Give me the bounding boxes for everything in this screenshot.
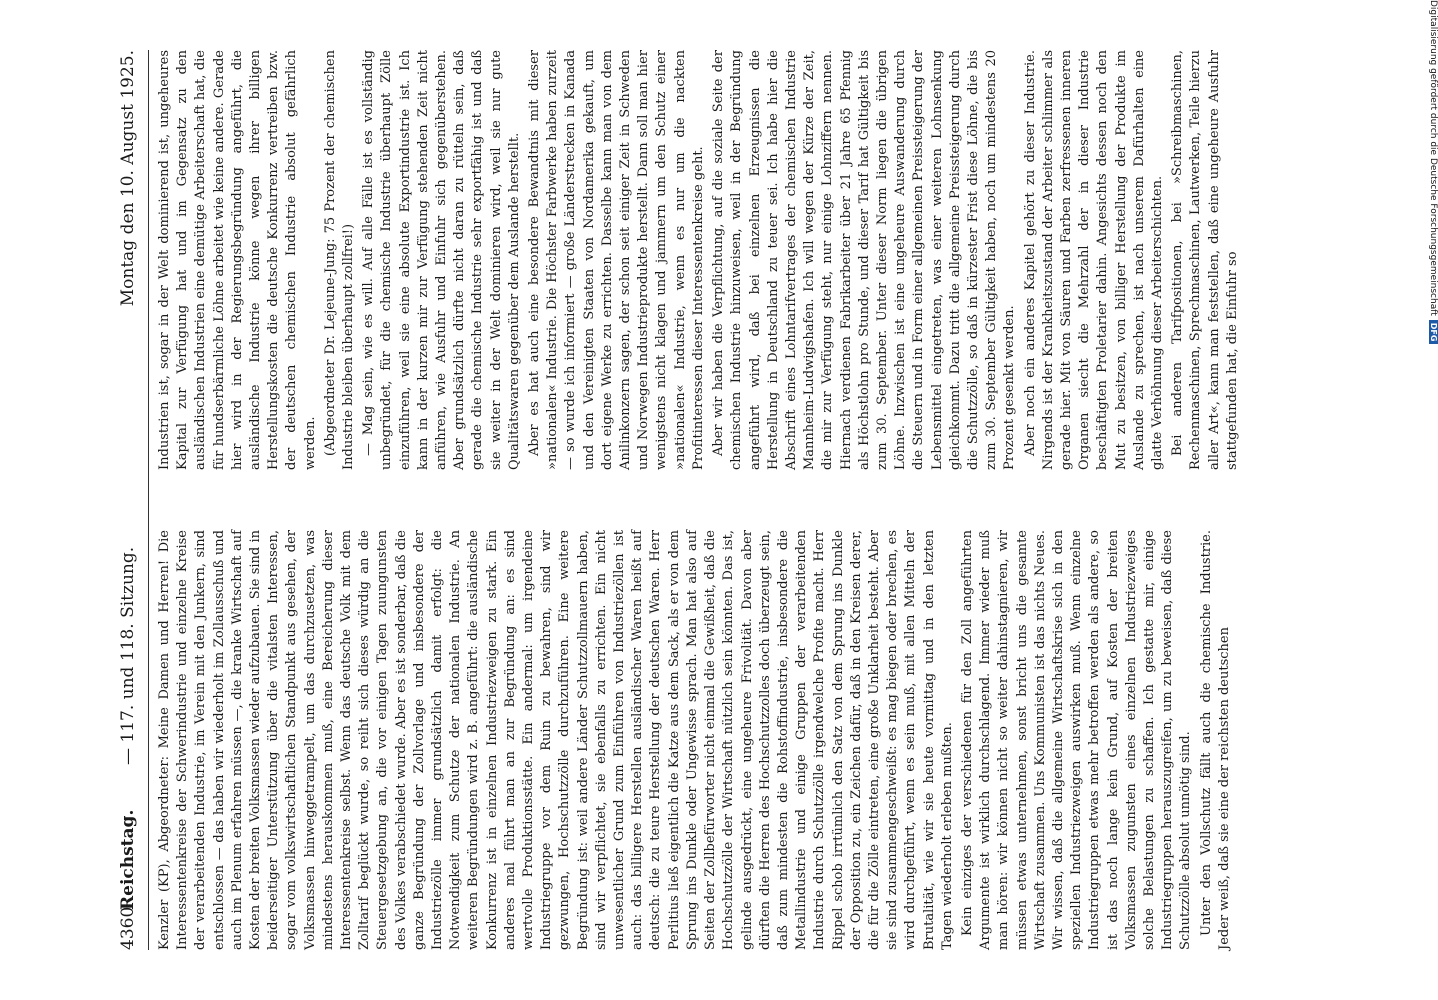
credit-text: Digitalisierung gefördert durch die Deutsche Forschungsgemeinschaft <box>1428 0 1438 316</box>
header-separator: — <box>118 748 138 765</box>
running-title: Reichstag. <box>118 809 138 910</box>
header-rule <box>148 50 149 950</box>
paragraph: Kein einziges der verschiedenen für den Zoll angeführten Argumente ist wirklich durchschlagend. Immer wieder muß man hören: wir können nicht so weiter dahinstagnieren, wir müssen etwas unternehmen, sonst bricht uns die gesamte Wirtschaft zusammen. Uns Kommunisten ist das nichts Neues. Wir wissen, daß die allgemeine Wirtschaftskrise sich in den speziellen Industriezweigen auswirken muß. Wenn einzelne Industriegruppen etwas mehr betroffen werden als andere, so ist das noch lange kein Grund, auf Kosten der breiten Volksmassen zugunsten eines einzelnen Industriezweiges solche Belastungen zu schaffen. Ich gestatte mir, einige Industriegruppen herauszugreifen, um zu beweisen, daß diese Schutzzölle absolut unnötig sind. <box>959 530 1194 950</box>
issue-date: Montag den 10. August 1925. <box>118 50 138 307</box>
page-number: 4360 <box>118 906 138 950</box>
paragraph: Unter den Vollschutz fällt auch die chemische Industrie. Jeder weiß, daß sie eine der reichsten deutschen <box>1198 530 1232 950</box>
dfg-logo: DFG <box>1429 320 1438 345</box>
paragraph: — Mag sein, wie es will. Auf alle Fälle ist es vollständig unbegründet, für die chemische Industrie überhaupt Zölle einzuführen, weil sie eine absolute Exportindustrie ist. Ich kann in der kurzen mir zur Verfügung stehenden Zeit nicht anführen, wie Ausfuhr und Einfuhr sich gegenüberstehen. Aber grundsätzlich dürfte nicht daran zu rütteln sein, daß gerade die chemische Industrie sehr exportfähig ist und daß sie weiter in der Welt dominieren wird, weil sie nur gute Qualitätswaren gegenüber dem Auslande herstellt. <box>361 50 522 470</box>
paragraph: Aber es hat auch eine besondere Bewandtnis mit dieser »nationalen« Industrie. Die Höchster Farbwerke haben zurzeit — so wurde ich informiert — große Länderstrecken in Kanada und den Vereinigten Staaten von Nordamerika gekauft, um dort eigene Werke zu errichten. Dasselbe kann man von dem Anilinkonzern sagen, der schon seit einiger Zeit in Schweden und Norwegen Industrieprodukte herstellt. Dann soll man hier wenigstens nicht klagen und jammern um den Schutz einer »nationalen« Industrie, wenn es nur um die nackten Profitinteressen dieser Interessentenkreise geht. <box>527 50 706 470</box>
paragraph: Aber wir haben die Verpflichtung, auf die soziale Seite der chemischen Industrie hinzuweisen, weil in der Begründung angeführt wird, daß bei einzelnen Erzeugnissen die Herstellung in Deutschland zu teuer sei. Ich habe hier die Abschrift eines Lohntarifvertrages der chemischen Industrie Mannheim-Ludwigshafen. Ich will wegen der Kürze der Zeit, die mir zur Verfügung steht, nur einige Lohnziffern nennen. Hiernach verdienen Fabrikarbeiter über 21 Jahre 65 Pfennig als Höchstlohn pro Stunde, und dieser Tarif hat Gültigkeit bis zum 30. September. Unter dieser Norm liegen die übrigen Löhne. Inzwischen ist eine ungeheure Auswanderung durch die Steuern und in Form einer allgemeinen Preissteigerung der Lebensmittel eingetreten, was einer weiteren Lohnsenkung gleichkommt. Dazu tritt die allgemeine Preissteigerung durch die Schutzzölle, so daß in kürzester Frist diese Löhne, die bis zum 30. September Gültigkeit haben, noch um mindestens 20 Prozent gesenkt werden. <box>711 50 1018 470</box>
header-session-wrap <box>110 547 146 765</box>
paragraph: Kenzler (KP), Abgeordneter: Meine Damen und Herren! Die Interessentenkreise der Schwerindustrie und einzelne Kreise der verarbeitenden Industrie, im Verein mit den Junkern, sind entschlossen — das haben wir wiederholt im Zollausschuß und auch im Plenum erfahren müssen —, die kranke Wirtschaft auf Kosten der breiten Volksmassen wieder aufzubauen. Sie sind in beiderseitiger Unterstützung über die vitalsten Interessen, sogar vom volkswirtschaftlichen Standpunkt aus gesehen, der Volksmassen hinweggetrampelt, um das durchzusetzen, was mindestens herauskommen muß, eine Bereicherung dieser Interessentenkreise selbst. Wenn das deutsche Volk mit dem Zolltarif beglückt wurde, so reiht sich dieses würdig an die Steuergesetzgebung an, die vor einigen Tagen zuungunsten des Volkes verabschiedet wurde. Aber es ist sonderbar, daß die ganze Begründung der Zollvorlage und insbesondere der Industriezölle immer grundsätzlich damit erfolgt: die Notwendigkeit zum Schutze der nationalen Industrie. An weiteren Begründungen wird z. B. angeführt: die ausländische Konkurrenz ist in einzelnen Industriezweigen zu stark. Ein anderes mal führt man an zur Begründung an: es sind wertvolle Produktionsstätte. Ein andermal: um irgendeine Industriegruppe vor dem Ruin zu bewahren, sind wir gezwungen, Hochschutzzölle durchzuführen. Eine weitere Begründung ist: weil andere Länder Schutzzollmauern haben, sind wir verpflichtet, sie ebenfalls zu errichten. Ein nicht unwesentlicher Grund zum Einführen von Industriezöllen ist auch: das billigere Herstellen ausländischer Waren heißt auf deutsch: die zu teure Herstellung der deutschen Waren. Herr Perlitius ließ eigentlich die Katze aus dem Sack, als er von dem Sprung ins Dunkle oder Ungewisse sprach. Man hat also auf Seiten der Zollbefürworter nicht einmal die Gewißheit, daß die Hochschutzzölle der Wirtschaft nützlich sein könnten. Das ist, gelinde ausgedrückt, eine ungeheure Frivolität. Davon aber dürften die Herren des Hochschutzzolles doch überzeugt sein, daß zum mindesten die Rohstoffindustrie, insbesondere die Metallindustrie und einige Gruppen der verarbeitenden Industrie durch Schutzzölle irgendwelche Profite macht. Herr Rippel schob irrtümlich den Satz von dem Sprung ins Dunkle der Opposition zu, ein Zeichen dafür, daß in den Kreisen derer, die für die Zölle eintreten, eine große Unklarheit besteht. Aber sie sind zusammengeschweißt: es mag biegen oder brechen, es wird durchgeführt, wenn es sein muß, mit allen Mitteln der Brutalität, wie wir sie heute vormittag und in den letzten Tagen wiederholt erleben mußten. <box>157 530 955 950</box>
paragraph: Industrien ist, sogar in der Welt dominierend ist, ungeheures Kapital zur Verfügung hat und im Gegensatz zu den ausländischen Industrien eine demütige Arbeiterschaft hat, die für hundserbärmliche Löhne arbeitet wie keine andere. Gerade hier wird in der Regierungsbegründung angeführt, die ausländische Industrie könne wegen ihrer billigen Herstellungskosten die deutsche Konkurrenz vertreiben bzw. der deutschen chemischen Industrie absolut gefährlich werden. <box>157 50 318 470</box>
page-header <box>110 50 146 950</box>
interjection: (Abgeordneter Dr. Lejeune-Jung: 75 Prozent der chemischen Industrie bleiben überhaupt zollfrei!) <box>322 50 357 470</box>
session-label: 117. und 118. Sitzung. <box>118 546 138 743</box>
paragraph: Bei anderen Tarifpositionen, bei »Schreibmaschinen, Rechenmaschinen, Sprechmaschinen, Lautwerken, Teile hierzu aller Art«, kann man feststellen, daß eine ungeheure Ausfuhr stattgefunden hat, die Einfuhr so <box>1170 50 1240 470</box>
right-column <box>156 50 1386 470</box>
rotated-document <box>110 50 1410 950</box>
left-column <box>156 530 1386 950</box>
paragraph: Aber noch ein anderes Kapitel gehört zu dieser Industrie. Nirgends ist der Krankheitszustand der Arbeiter schlimmer als gerade hier. Mit von Säuren und Farben zerfressenen inneren Organen siecht die Mehrzahl der in dieser Industrie beschäftigten Proletarier dahin. Angesichts dessen noch den Mut zu besitzen, von billiger Herstellung der Produkte im Auslande zu sprechen, ist nach unserem Dafürhalten eine glatte Verhöhnung dieser Arbeiterschichten. <box>1022 50 1165 470</box>
digitization-credit <box>1428 0 1438 344</box>
